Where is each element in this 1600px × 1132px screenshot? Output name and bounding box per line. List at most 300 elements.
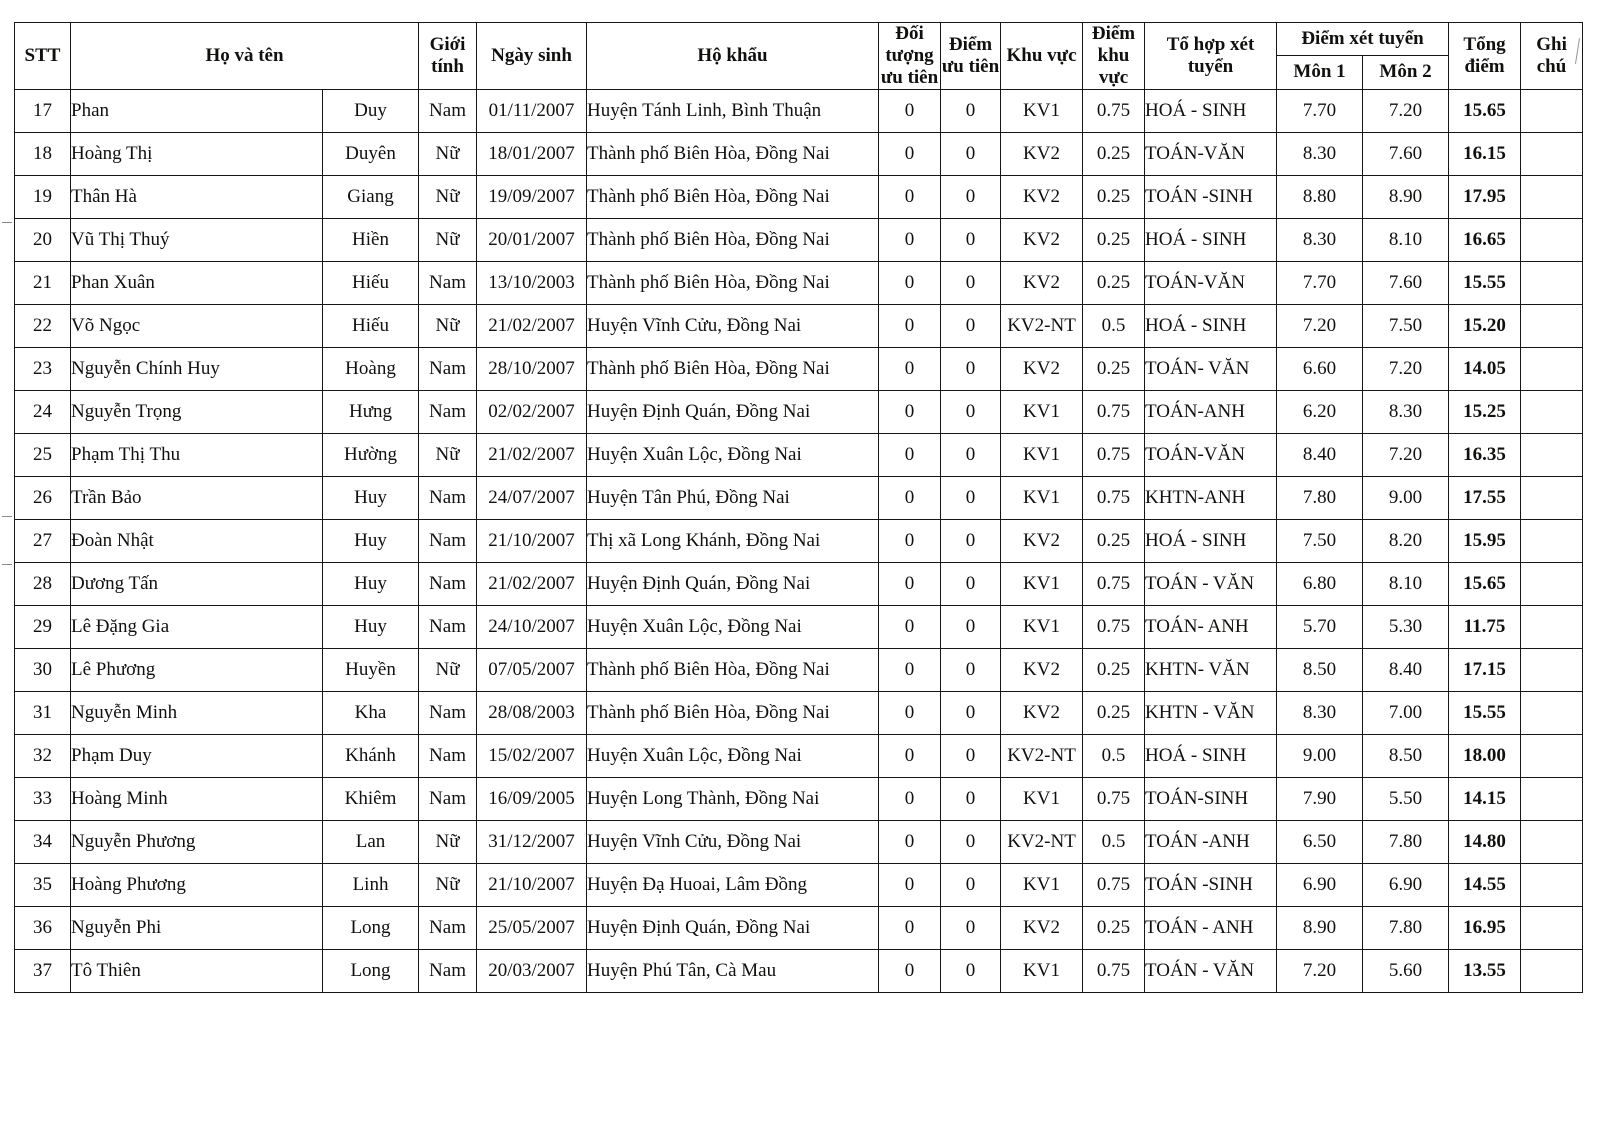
row-total-score: 15.55 <box>1449 691 1521 734</box>
row-subject1-score: 6.20 <box>1277 390 1363 433</box>
row-dob: 21/10/2007 <box>477 863 587 906</box>
row-family-name: Nguyễn Chính Huy <box>71 347 323 390</box>
row-subject2-score: 5.50 <box>1363 777 1449 820</box>
row-combination: TOÁN -ANH <box>1145 820 1277 863</box>
row-residence: Huyện Xuân Lộc, Đồng Nai <box>587 734 879 777</box>
row-total-score: 17.15 <box>1449 648 1521 691</box>
row-area-score: 0.25 <box>1083 347 1145 390</box>
row-note <box>1521 261 1583 304</box>
row-combination: KHTN-ANH <box>1145 476 1277 519</box>
header-note: Ghi chú <box>1521 23 1583 90</box>
table-row <box>15 433 1583 476</box>
row-dob: 21/02/2007 <box>477 304 587 347</box>
row-note <box>1521 691 1583 734</box>
row-area: KV2 <box>1001 519 1083 562</box>
row-note <box>1521 304 1583 347</box>
row-family-name: Thân Hà <box>71 175 323 218</box>
header-gender: Giới tính <box>419 23 477 90</box>
row-area: KV1 <box>1001 949 1083 992</box>
row-gender: Nam <box>419 261 477 304</box>
table-row <box>15 476 1583 519</box>
row-residence: Huyện Vĩnh Cửu, Đồng Nai <box>587 820 879 863</box>
row-total-score: 14.05 <box>1449 347 1521 390</box>
row-family-name: Đoàn Nhật <box>71 519 323 562</box>
row-subject1-score: 8.30 <box>1277 132 1363 175</box>
row-priority-subject: 0 <box>879 390 941 433</box>
row-priority-subject: 0 <box>879 519 941 562</box>
row-stt: 29 <box>15 605 71 648</box>
row-gender: Nam <box>419 734 477 777</box>
row-stt: 32 <box>15 734 71 777</box>
row-total-score: 15.95 <box>1449 519 1521 562</box>
row-stt: 35 <box>15 863 71 906</box>
row-subject2-score: 8.10 <box>1363 218 1449 261</box>
row-note <box>1521 863 1583 906</box>
table-row <box>15 261 1583 304</box>
row-priority-score: 0 <box>941 734 1001 777</box>
row-residence: Huyện Phú Tân, Cà Mau <box>587 949 879 992</box>
row-dob: 19/09/2007 <box>477 175 587 218</box>
row-total-score: 16.35 <box>1449 433 1521 476</box>
row-residence: Huyện Tánh Linh, Bình Thuận <box>587 89 879 132</box>
row-stt: 25 <box>15 433 71 476</box>
table-row <box>15 218 1583 261</box>
row-area-score: 0.75 <box>1083 390 1145 433</box>
table-row <box>15 175 1583 218</box>
row-subject2-score: 7.80 <box>1363 906 1449 949</box>
row-combination: TOÁN - VĂN <box>1145 562 1277 605</box>
row-note <box>1521 433 1583 476</box>
row-family-name: Hoàng Thị <box>71 132 323 175</box>
row-priority-score: 0 <box>941 605 1001 648</box>
row-combination: HOÁ - SINH <box>1145 304 1277 347</box>
row-priority-score: 0 <box>941 863 1001 906</box>
row-subject2-score: 5.30 <box>1363 605 1449 648</box>
table-row <box>15 820 1583 863</box>
row-given-name: Hoàng <box>323 347 419 390</box>
row-note <box>1521 132 1583 175</box>
row-gender: Nam <box>419 347 477 390</box>
row-total-score: 16.95 <box>1449 906 1521 949</box>
row-area-score: 0.5 <box>1083 734 1145 777</box>
row-family-name: Phạm Duy <box>71 734 323 777</box>
row-priority-subject: 0 <box>879 648 941 691</box>
row-area-score: 0.75 <box>1083 433 1145 476</box>
table-row <box>15 390 1583 433</box>
row-residence: Huyện Long Thành, Đồng Nai <box>587 777 879 820</box>
row-gender: Nam <box>419 476 477 519</box>
table-row <box>15 648 1583 691</box>
row-gender: Nữ <box>419 820 477 863</box>
row-given-name: Hiếu <box>323 304 419 347</box>
row-subject2-score: 7.20 <box>1363 347 1449 390</box>
row-stt: 22 <box>15 304 71 347</box>
row-stt: 26 <box>15 476 71 519</box>
row-area-score: 0.75 <box>1083 863 1145 906</box>
row-dob: 25/05/2007 <box>477 906 587 949</box>
row-subject1-score: 6.90 <box>1277 863 1363 906</box>
row-dob: 15/02/2007 <box>477 734 587 777</box>
row-priority-subject: 0 <box>879 734 941 777</box>
row-combination: TOÁN -SINH <box>1145 863 1277 906</box>
row-stt: 21 <box>15 261 71 304</box>
row-total-score: 18.00 <box>1449 734 1521 777</box>
row-priority-score: 0 <box>941 476 1001 519</box>
row-area-score: 0.25 <box>1083 175 1145 218</box>
row-gender: Nữ <box>419 863 477 906</box>
row-given-name: Giang <box>323 175 419 218</box>
row-gender: Nữ <box>419 304 477 347</box>
row-total-score: 13.55 <box>1449 949 1521 992</box>
row-combination: TOÁN -SINH <box>1145 175 1277 218</box>
row-given-name: Hiếu <box>323 261 419 304</box>
row-subject2-score: 7.60 <box>1363 132 1449 175</box>
row-area: KV2 <box>1001 691 1083 734</box>
row-residence: Huyện Vĩnh Cửu, Đồng Nai <box>587 304 879 347</box>
row-combination: HOÁ - SINH <box>1145 519 1277 562</box>
row-given-name: Lan <box>323 820 419 863</box>
row-subject2-score: 8.10 <box>1363 562 1449 605</box>
row-dob: 13/10/2003 <box>477 261 587 304</box>
header-admission-scores: Điểm xét tuyển <box>1277 23 1449 56</box>
row-area: KV2 <box>1001 648 1083 691</box>
row-subject1-score: 7.20 <box>1277 304 1363 347</box>
row-family-name: Phan Xuân <box>71 261 323 304</box>
row-combination: TOÁN - VĂN <box>1145 949 1277 992</box>
row-given-name: Long <box>323 906 419 949</box>
row-residence: Huyện Định Quán, Đồng Nai <box>587 390 879 433</box>
row-given-name: Huy <box>323 562 419 605</box>
scanned-table-sheet <box>14 22 1567 993</box>
row-priority-score: 0 <box>941 648 1001 691</box>
row-priority-subject: 0 <box>879 132 941 175</box>
row-note <box>1521 605 1583 648</box>
row-dob: 02/02/2007 <box>477 390 587 433</box>
row-stt: 20 <box>15 218 71 261</box>
row-total-score: 14.80 <box>1449 820 1521 863</box>
row-subject1-score: 8.30 <box>1277 691 1363 734</box>
row-note <box>1521 949 1583 992</box>
row-dob: 01/11/2007 <box>477 89 587 132</box>
row-priority-score: 0 <box>941 218 1001 261</box>
row-gender: Nam <box>419 605 477 648</box>
row-dob: 20/01/2007 <box>477 218 587 261</box>
row-dob: 07/05/2007 <box>477 648 587 691</box>
row-priority-score: 0 <box>941 777 1001 820</box>
row-dob: 24/10/2007 <box>477 605 587 648</box>
row-combination: KHTN - VĂN <box>1145 691 1277 734</box>
table-row <box>15 777 1583 820</box>
row-stt: 33 <box>15 777 71 820</box>
row-note <box>1521 820 1583 863</box>
row-residence: Thành phố Biên Hòa, Đồng Nai <box>587 691 879 734</box>
row-area: KV2-NT <box>1001 734 1083 777</box>
row-total-score: 14.55 <box>1449 863 1521 906</box>
row-gender: Nữ <box>419 218 477 261</box>
row-area: KV2 <box>1001 132 1083 175</box>
row-dob: 21/10/2007 <box>477 519 587 562</box>
row-note <box>1521 734 1583 777</box>
row-subject1-score: 5.70 <box>1277 605 1363 648</box>
row-subject1-score: 6.60 <box>1277 347 1363 390</box>
table-row <box>15 519 1583 562</box>
row-area-score: 0.75 <box>1083 476 1145 519</box>
row-given-name: Khánh <box>323 734 419 777</box>
row-given-name: Huy <box>323 519 419 562</box>
row-combination: HOÁ - SINH <box>1145 218 1277 261</box>
row-priority-subject: 0 <box>879 261 941 304</box>
row-subject2-score: 7.00 <box>1363 691 1449 734</box>
row-subject1-score: 6.80 <box>1277 562 1363 605</box>
row-combination: HOÁ - SINH <box>1145 89 1277 132</box>
row-family-name: Nguyễn Phi <box>71 906 323 949</box>
row-note <box>1521 390 1583 433</box>
row-area-score: 0.25 <box>1083 132 1145 175</box>
row-priority-score: 0 <box>941 132 1001 175</box>
row-area: KV2 <box>1001 347 1083 390</box>
row-residence: Huyện Xuân Lộc, Đồng Nai <box>587 605 879 648</box>
row-gender: Nam <box>419 691 477 734</box>
row-family-name: Vũ Thị Thuý <box>71 218 323 261</box>
row-gender: Nữ <box>419 132 477 175</box>
row-residence: Thành phố Biên Hòa, Đồng Nai <box>587 261 879 304</box>
row-area: KV2-NT <box>1001 304 1083 347</box>
row-area-score: 0.75 <box>1083 777 1145 820</box>
row-total-score: 17.95 <box>1449 175 1521 218</box>
row-total-score: 15.25 <box>1449 390 1521 433</box>
table-row <box>15 304 1583 347</box>
row-priority-subject: 0 <box>879 89 941 132</box>
header-area: Khu vực <box>1001 23 1083 90</box>
row-area-score: 0.5 <box>1083 304 1145 347</box>
row-stt: 17 <box>15 89 71 132</box>
row-gender: Nam <box>419 562 477 605</box>
row-area: KV1 <box>1001 605 1083 648</box>
row-priority-subject: 0 <box>879 691 941 734</box>
row-family-name: Lê Đặng Gia <box>71 605 323 648</box>
row-residence: Thành phố Biên Hòa, Đồng Nai <box>587 648 879 691</box>
row-priority-subject: 0 <box>879 175 941 218</box>
row-note <box>1521 562 1583 605</box>
row-priority-subject: 0 <box>879 433 941 476</box>
header-area-score: Điểm khu vực <box>1083 23 1145 90</box>
row-priority-score: 0 <box>941 691 1001 734</box>
row-note <box>1521 906 1583 949</box>
row-family-name: Nguyễn Phương <box>71 820 323 863</box>
row-residence: Huyện Định Quán, Đồng Nai <box>587 906 879 949</box>
row-residence: Thị xã Long Khánh, Đồng Nai <box>587 519 879 562</box>
row-dob: 20/03/2007 <box>477 949 587 992</box>
row-total-score: 15.65 <box>1449 89 1521 132</box>
row-subject1-score: 7.20 <box>1277 949 1363 992</box>
row-gender: Nữ <box>419 175 477 218</box>
row-total-score: 11.75 <box>1449 605 1521 648</box>
row-note <box>1521 519 1583 562</box>
header-stt: STT <box>15 23 71 90</box>
row-stt: 19 <box>15 175 71 218</box>
row-subject1-score: 6.50 <box>1277 820 1363 863</box>
row-stt: 28 <box>15 562 71 605</box>
header-total: Tổng điểm <box>1449 23 1521 90</box>
row-dob: 31/12/2007 <box>477 820 587 863</box>
header-priority-score: Điểm ưu tiên <box>941 23 1001 90</box>
row-note <box>1521 648 1583 691</box>
table-row <box>15 347 1583 390</box>
admission-candidates-table <box>14 22 1583 993</box>
row-given-name: Duyên <box>323 132 419 175</box>
row-priority-subject: 0 <box>879 906 941 949</box>
row-total-score: 14.15 <box>1449 777 1521 820</box>
table-row <box>15 605 1583 648</box>
header-residence: Hộ khẩu <box>587 23 879 90</box>
row-priority-score: 0 <box>941 949 1001 992</box>
row-priority-score: 0 <box>941 519 1001 562</box>
row-subject2-score: 7.80 <box>1363 820 1449 863</box>
row-priority-subject: 0 <box>879 820 941 863</box>
row-note <box>1521 476 1583 519</box>
row-combination: TOÁN- ANH <box>1145 605 1277 648</box>
row-priority-subject: 0 <box>879 218 941 261</box>
row-stt: 30 <box>15 648 71 691</box>
row-combination: TOÁN-VĂN <box>1145 132 1277 175</box>
row-stt: 31 <box>15 691 71 734</box>
row-family-name: Võ Ngọc <box>71 304 323 347</box>
table-header <box>15 23 1583 90</box>
row-given-name: Hường <box>323 433 419 476</box>
row-subject2-score: 7.20 <box>1363 89 1449 132</box>
row-priority-score: 0 <box>941 906 1001 949</box>
row-subject1-score: 7.80 <box>1277 476 1363 519</box>
row-residence: Thành phố Biên Hòa, Đồng Nai <box>587 175 879 218</box>
row-subject2-score: 7.50 <box>1363 304 1449 347</box>
row-priority-subject: 0 <box>879 476 941 519</box>
row-note <box>1521 777 1583 820</box>
row-residence: Thành phố Biên Hòa, Đồng Nai <box>587 347 879 390</box>
row-area: KV2 <box>1001 906 1083 949</box>
row-stt: 23 <box>15 347 71 390</box>
row-total-score: 17.55 <box>1449 476 1521 519</box>
row-area: KV1 <box>1001 562 1083 605</box>
row-subject2-score: 8.50 <box>1363 734 1449 777</box>
row-subject1-score: 8.40 <box>1277 433 1363 476</box>
row-residence: Thành phố Biên Hòa, Đồng Nai <box>587 132 879 175</box>
row-given-name: Linh <box>323 863 419 906</box>
row-subject1-score: 9.00 <box>1277 734 1363 777</box>
row-gender: Nữ <box>419 433 477 476</box>
row-area: KV2 <box>1001 218 1083 261</box>
row-area: KV1 <box>1001 390 1083 433</box>
row-note <box>1521 218 1583 261</box>
row-dob: 28/08/2003 <box>477 691 587 734</box>
row-subject2-score: 8.40 <box>1363 648 1449 691</box>
row-subject2-score: 7.20 <box>1363 433 1449 476</box>
row-priority-score: 0 <box>941 562 1001 605</box>
row-priority-score: 0 <box>941 175 1001 218</box>
table-row <box>15 949 1583 992</box>
row-subject2-score: 9.00 <box>1363 476 1449 519</box>
row-area-score: 0.25 <box>1083 648 1145 691</box>
table-row <box>15 562 1583 605</box>
row-area-score: 0.25 <box>1083 691 1145 734</box>
table-row <box>15 89 1583 132</box>
row-stt: 18 <box>15 132 71 175</box>
row-area-score: 0.75 <box>1083 949 1145 992</box>
row-gender: Nam <box>419 906 477 949</box>
table-row <box>15 863 1583 906</box>
row-area: KV2 <box>1001 261 1083 304</box>
row-priority-subject: 0 <box>879 347 941 390</box>
row-priority-score: 0 <box>941 390 1001 433</box>
row-family-name: Nguyễn Trọng <box>71 390 323 433</box>
row-subject1-score: 7.90 <box>1277 777 1363 820</box>
header-dob: Ngày sinh <box>477 23 587 90</box>
row-note <box>1521 89 1583 132</box>
row-family-name: Lê Phương <box>71 648 323 691</box>
row-given-name: Huy <box>323 476 419 519</box>
row-stt: 24 <box>15 390 71 433</box>
row-gender: Nam <box>419 777 477 820</box>
row-dob: 21/02/2007 <box>477 562 587 605</box>
row-stt: 27 <box>15 519 71 562</box>
scan-edge-mark <box>2 564 12 565</box>
row-gender: Nam <box>419 390 477 433</box>
row-combination: TOÁN-VĂN <box>1145 433 1277 476</box>
scan-edge-mark <box>2 516 12 517</box>
row-subject2-score: 6.90 <box>1363 863 1449 906</box>
row-area-score: 0.25 <box>1083 261 1145 304</box>
row-subject2-score: 8.90 <box>1363 175 1449 218</box>
row-area-score: 0.75 <box>1083 562 1145 605</box>
row-subject2-score: 7.60 <box>1363 261 1449 304</box>
row-area: KV1 <box>1001 476 1083 519</box>
row-area-score: 0.75 <box>1083 605 1145 648</box>
row-given-name: Long <box>323 949 419 992</box>
row-combination: TOÁN-ANH <box>1145 390 1277 433</box>
row-residence: Huyện Tân Phú, Đồng Nai <box>587 476 879 519</box>
row-given-name: Huy <box>323 605 419 648</box>
row-subject1-score: 7.70 <box>1277 89 1363 132</box>
row-total-score: 15.20 <box>1449 304 1521 347</box>
row-combination: TOÁN-SINH <box>1145 777 1277 820</box>
row-total-score: 16.65 <box>1449 218 1521 261</box>
row-family-name: Phạm Thị Thu <box>71 433 323 476</box>
row-area: KV2-NT <box>1001 820 1083 863</box>
row-gender: Nam <box>419 949 477 992</box>
scan-edge-mark <box>2 222 12 223</box>
row-given-name: Hưng <box>323 390 419 433</box>
table-row <box>15 734 1583 777</box>
row-stt: 36 <box>15 906 71 949</box>
row-dob: 28/10/2007 <box>477 347 587 390</box>
row-family-name: Nguyễn Minh <box>71 691 323 734</box>
row-subject1-score: 7.50 <box>1277 519 1363 562</box>
header-combination: Tổ hợp xét tuyển <box>1145 23 1277 90</box>
row-priority-score: 0 <box>941 433 1001 476</box>
row-dob: 24/07/2007 <box>477 476 587 519</box>
row-stt: 37 <box>15 949 71 992</box>
row-priority-score: 0 <box>941 89 1001 132</box>
row-combination: HOÁ - SINH <box>1145 734 1277 777</box>
row-combination: TOÁN- VĂN <box>1145 347 1277 390</box>
row-priority-subject: 0 <box>879 605 941 648</box>
row-family-name: Hoàng Phương <box>71 863 323 906</box>
row-given-name: Hiền <box>323 218 419 261</box>
row-priority-subject: 0 <box>879 863 941 906</box>
row-residence: Huyện Đạ Huoai, Lâm Đồng <box>587 863 879 906</box>
row-family-name: Tô Thiên <box>71 949 323 992</box>
row-given-name: Huyền <box>323 648 419 691</box>
row-family-name: Dương Tấn <box>71 562 323 605</box>
